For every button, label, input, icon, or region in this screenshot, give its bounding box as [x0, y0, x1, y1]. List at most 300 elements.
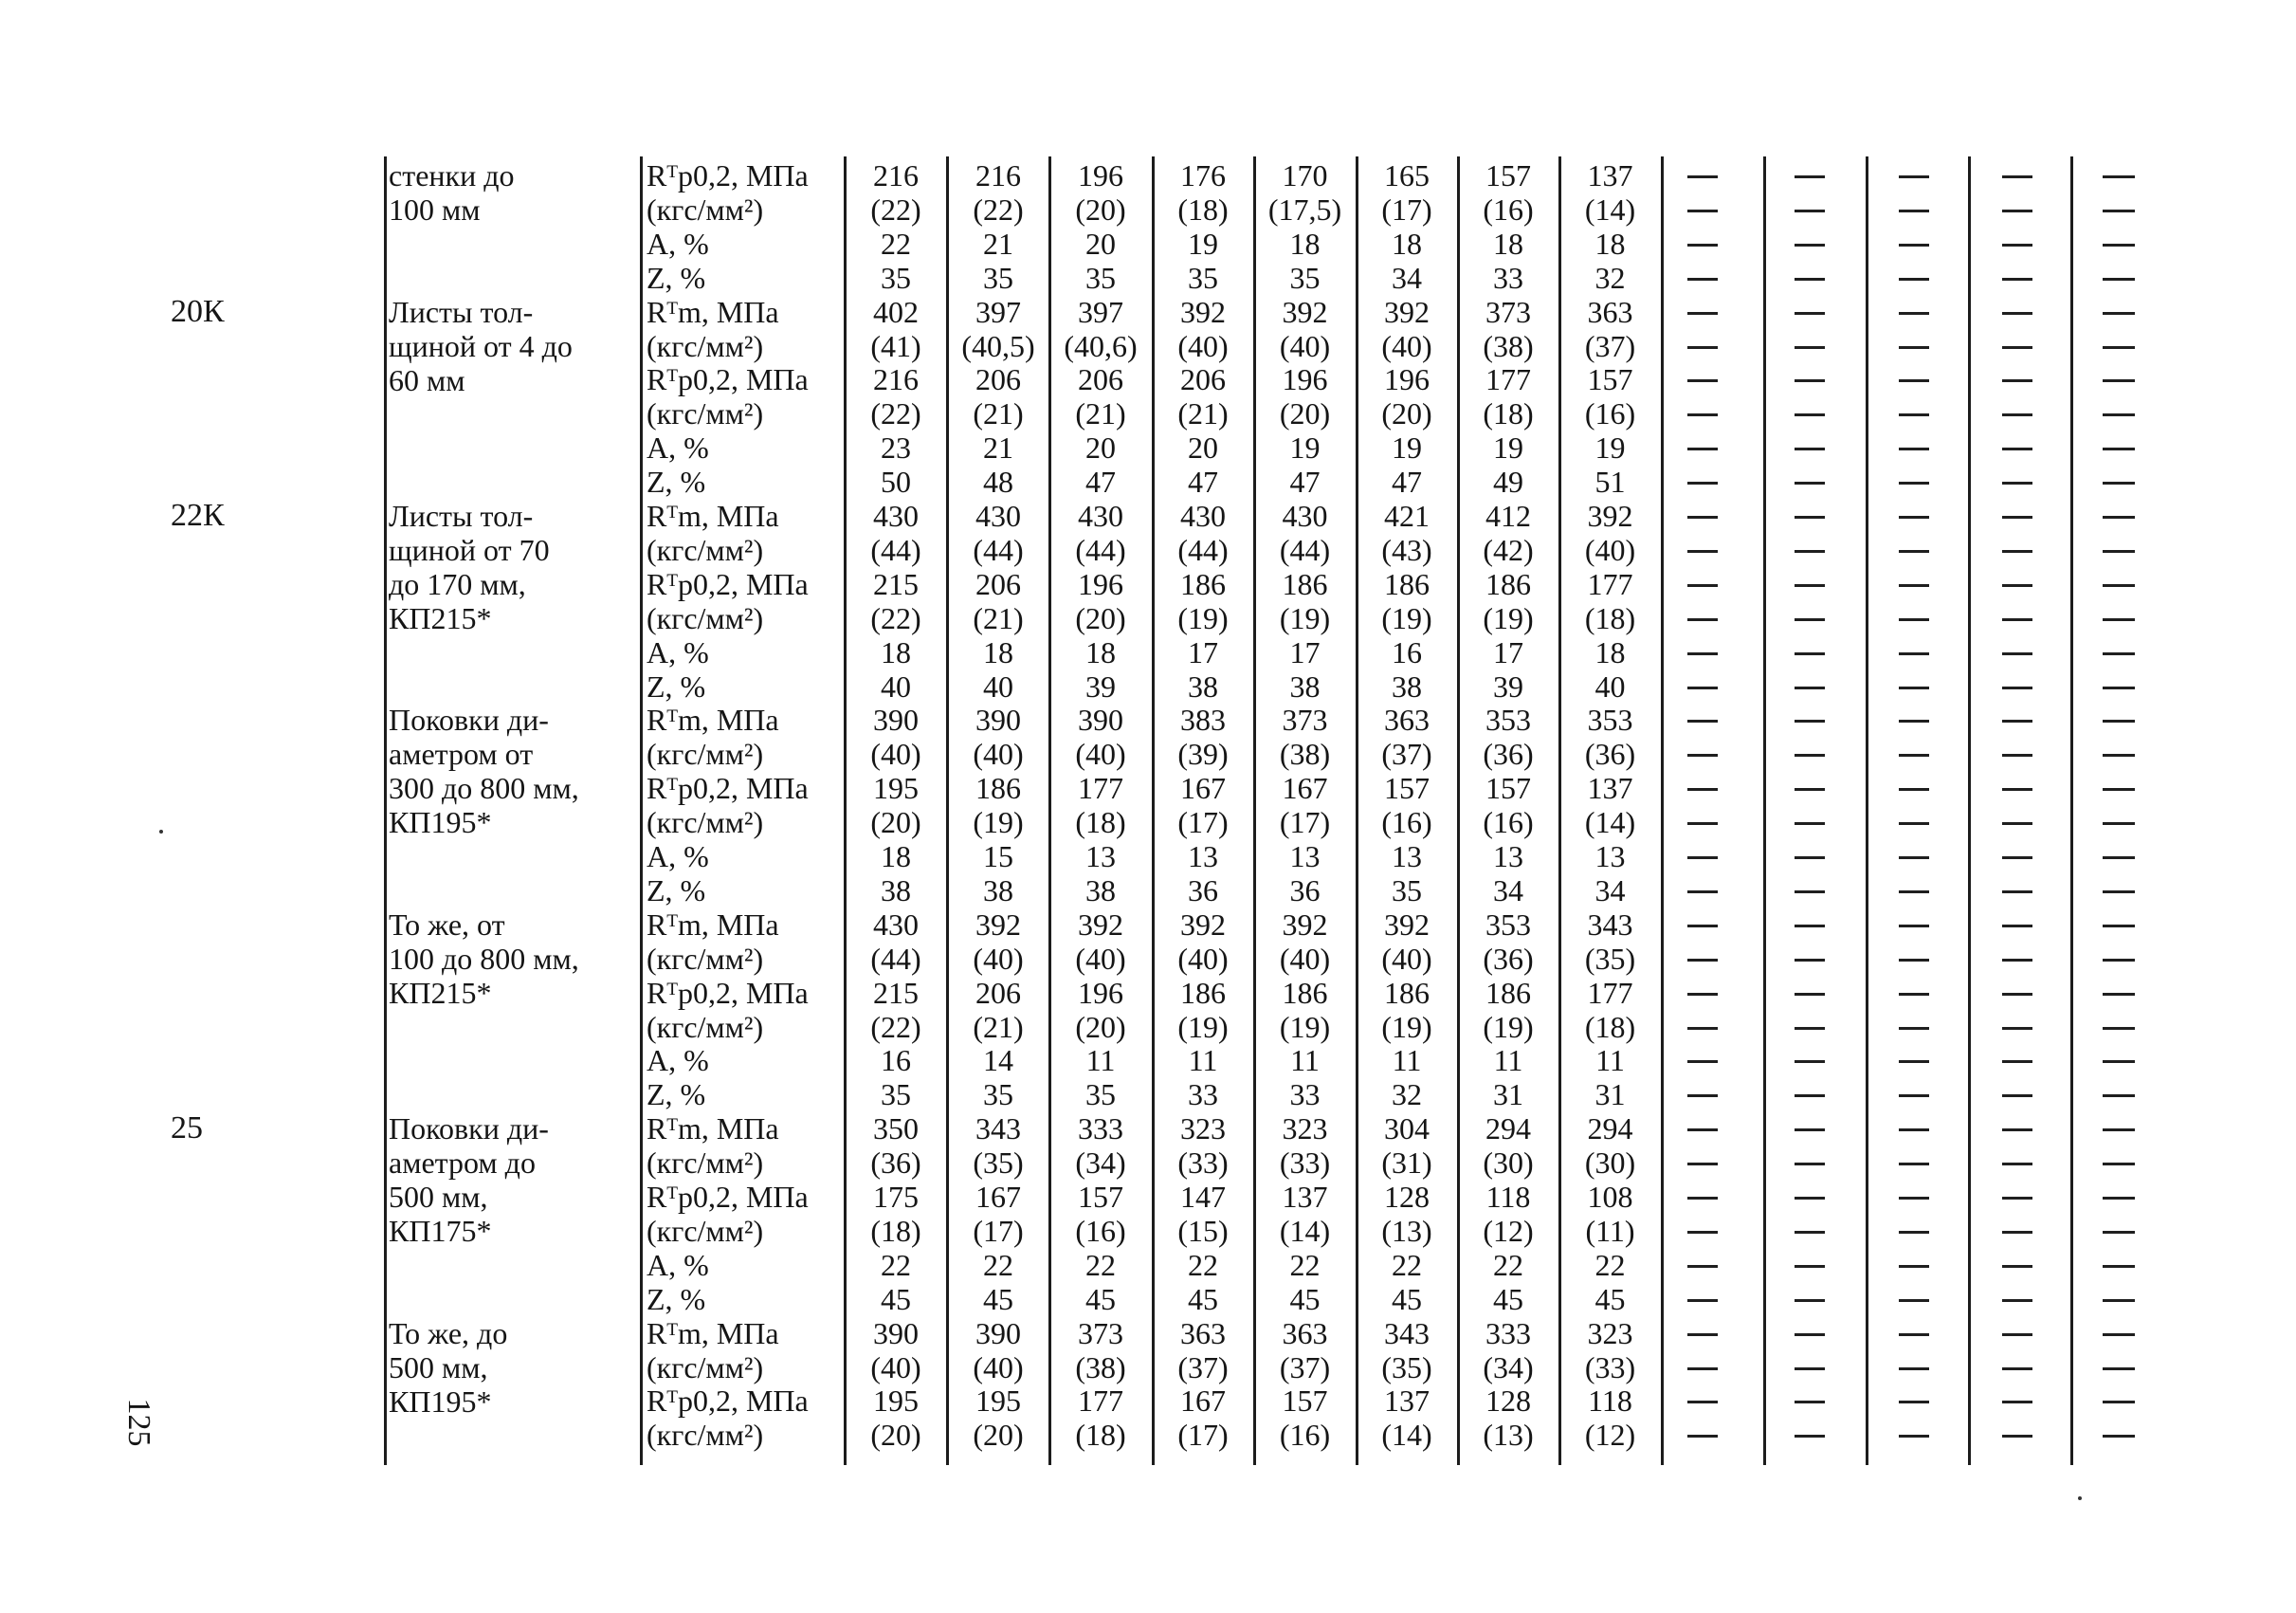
value-cell: (18): [1075, 1418, 1126, 1453]
value-cell: 31: [1594, 1077, 1626, 1112]
value-cell: (13): [1381, 1213, 1432, 1248]
value-cell: 216: [873, 158, 919, 192]
dash-cell: [1687, 1401, 1718, 1403]
property-label: Rᵀp0,2, МПа: [647, 362, 809, 397]
dash-cell: [1899, 244, 1929, 247]
value-cell: 16: [1392, 634, 1422, 669]
value-cell: (21): [1075, 396, 1126, 431]
value-cell: (31): [1381, 1146, 1432, 1181]
property-label: Z, %: [647, 260, 706, 295]
value-cell: 216: [975, 158, 1021, 192]
property-label: Z, %: [647, 1077, 706, 1112]
value-cell: (33): [1177, 1146, 1229, 1181]
dash-cell: [1899, 1197, 1929, 1200]
value-cell: (44): [1177, 532, 1229, 567]
value-cell: 17: [1289, 634, 1321, 669]
value-cell: (40): [1584, 532, 1636, 567]
table-row: [0, 873, 2296, 907]
value-cell: 206: [975, 975, 1021, 1010]
value-cell: (16): [1483, 805, 1534, 840]
dash-cell: [2002, 482, 2032, 485]
value-cell: 196: [1282, 362, 1328, 397]
value-cell: 40: [881, 669, 911, 704]
value-cell: 215: [873, 975, 919, 1010]
dash-cell: [1899, 550, 1929, 553]
dash-cell: [1899, 312, 1929, 315]
value-cell: 430: [873, 499, 919, 533]
table-row: [0, 1111, 2296, 1146]
value-cell: 186: [1485, 566, 1531, 601]
dash-cell: [1899, 1435, 1929, 1438]
dash-cell: [1899, 413, 1929, 416]
value-cell: 363: [1180, 1315, 1226, 1350]
dash-cell: [1795, 413, 1825, 416]
dash-cell: [1687, 244, 1718, 247]
dash-cell: [1795, 550, 1825, 553]
value-cell: 323: [1282, 1111, 1328, 1146]
dash-cell: [2002, 1401, 2032, 1403]
value-cell: (40): [1177, 941, 1229, 976]
value-cell: (16): [1279, 1418, 1331, 1453]
dash-cell: [2103, 1128, 2135, 1131]
dash-cell: [2103, 244, 2135, 247]
value-cell: 51: [1594, 465, 1626, 500]
property-label: Rᵀp0,2, МПа: [647, 771, 809, 806]
dash-cell: [1795, 856, 1825, 859]
dash-cell: [2103, 1060, 2135, 1063]
value-cell: 137: [1587, 771, 1633, 806]
dash-cell: [1795, 1060, 1825, 1063]
value-cell: 397: [975, 294, 1021, 329]
value-cell: 45: [881, 1281, 911, 1316]
property-label: Rᵀm, МПа: [647, 703, 779, 738]
property-label: (кгс/мм²): [647, 1146, 764, 1181]
dash-cell: [2002, 1333, 2032, 1336]
dash-cell: [2002, 1163, 2032, 1165]
value-cell: 128: [1384, 1180, 1430, 1214]
dash-cell: [2002, 244, 2032, 247]
value-cell: (12): [1584, 1418, 1636, 1453]
value-cell: 38: [1392, 669, 1422, 704]
value-cell: (20): [1075, 1009, 1126, 1044]
value-cell: 18: [881, 634, 911, 669]
value-cell: (40): [1279, 328, 1331, 363]
value-cell: (43): [1381, 532, 1432, 567]
value-cell: 34: [1594, 872, 1626, 907]
dash-cell: [2103, 550, 2135, 553]
value-cell: (34): [1075, 1146, 1126, 1181]
dash-cell: [1795, 379, 1825, 382]
value-cell: (35): [1584, 941, 1636, 976]
dash-cell: [2002, 720, 2032, 723]
value-cell: (40,5): [961, 328, 1035, 363]
dash-cell: [1795, 822, 1825, 825]
dash-cell: [1795, 1197, 1825, 1200]
value-cell: (11): [1585, 1213, 1635, 1248]
value-cell: (17): [1177, 1418, 1229, 1453]
table-row: [0, 601, 2296, 635]
value-cell: 22: [881, 226, 911, 261]
dash-cell: [2103, 210, 2135, 212]
product-description: Листы тол- щиной от 4 до 60 мм: [389, 294, 573, 397]
dash-cell: [1795, 1128, 1825, 1131]
page-number: 125: [121, 1398, 156, 1447]
dash-cell: [2103, 482, 2135, 485]
value-cell: 430: [1282, 499, 1328, 533]
dash-cell: [2002, 175, 2032, 178]
value-cell: 397: [1078, 294, 1123, 329]
dash-cell: [2002, 1367, 2032, 1370]
dash-cell: [1687, 1333, 1718, 1336]
property-label: (кгс/мм²): [647, 1349, 764, 1384]
dash-cell: [1687, 720, 1718, 723]
value-cell: (17): [1177, 805, 1229, 840]
dash-cell: [2002, 925, 2032, 927]
product-description: То же, от 100 до 800 мм, КП215*: [389, 907, 579, 1010]
value-cell: 137: [1587, 158, 1633, 192]
value-cell: 45: [1085, 1281, 1116, 1316]
value-cell: 35: [1188, 260, 1218, 295]
dash-cell: [2103, 1231, 2135, 1234]
property-label: Rᵀm, МПа: [647, 907, 779, 942]
table-row: [0, 567, 2296, 601]
value-cell: 167: [1180, 771, 1226, 806]
property-label: Rᵀm, МПа: [647, 1111, 779, 1146]
value-cell: (20): [1075, 192, 1126, 227]
value-cell: 167: [1282, 771, 1328, 806]
dash-cell: [2103, 687, 2135, 689]
value-cell: 19: [1289, 431, 1321, 466]
value-cell: 195: [975, 1384, 1021, 1419]
value-cell: 430: [1180, 499, 1226, 533]
value-cell: 157: [1587, 362, 1633, 397]
value-cell: 40: [1594, 669, 1626, 704]
property-label: (кгс/мм²): [647, 192, 764, 227]
dash-cell: [1687, 346, 1718, 349]
value-cell: 353: [1587, 703, 1633, 738]
table-row: [0, 1043, 2296, 1077]
value-cell: 412: [1485, 499, 1531, 533]
value-cell: (19): [1381, 1009, 1432, 1044]
value-cell: 323: [1180, 1111, 1226, 1146]
property-label: Z, %: [647, 669, 706, 704]
value-cell: (21): [973, 1009, 1024, 1044]
property-label: A, %: [647, 839, 709, 873]
dash-cell: [1687, 1231, 1718, 1234]
dash-cell: [1687, 584, 1718, 587]
property-label: (кгс/мм²): [647, 941, 764, 976]
value-cell: (35): [973, 1146, 1024, 1181]
value-cell: 177: [1587, 566, 1633, 601]
value-cell: 170: [1282, 158, 1328, 192]
table-row: [0, 737, 2296, 771]
value-cell: 16: [881, 1043, 911, 1078]
value-cell: 186: [1282, 975, 1328, 1010]
property-label: (кгс/мм²): [647, 1213, 764, 1248]
dash-cell: [1687, 482, 1718, 485]
value-cell: 18: [1392, 226, 1422, 261]
dash-cell: [1687, 925, 1718, 927]
dash-cell: [1687, 1367, 1718, 1370]
dash-cell: [1899, 687, 1929, 689]
dash-cell: [1687, 1265, 1718, 1268]
value-cell: 21: [983, 226, 1013, 261]
value-cell: 392: [1180, 907, 1226, 942]
value-cell: 22: [1289, 1247, 1321, 1282]
dash-cell: [2002, 788, 2032, 791]
dash-cell: [1899, 652, 1929, 655]
value-cell: 363: [1384, 703, 1430, 738]
value-cell: 21: [983, 431, 1013, 466]
value-cell: (33): [1279, 1146, 1331, 1181]
dash-cell: [2103, 312, 2135, 315]
value-cell: 108: [1587, 1180, 1633, 1214]
value-cell: (17,5): [1267, 192, 1342, 227]
dash-cell: [1899, 856, 1929, 859]
dash-cell: [1795, 1401, 1825, 1403]
dash-cell: [1795, 959, 1825, 962]
value-cell: 206: [1078, 362, 1123, 397]
dash-cell: [2002, 1299, 2032, 1302]
dash-cell: [1687, 1128, 1718, 1131]
value-cell: 22: [1188, 1247, 1218, 1282]
value-cell: 19: [1188, 226, 1218, 261]
table-row: [0, 227, 2296, 261]
table-row: [0, 362, 2296, 396]
value-cell: 196: [1384, 362, 1430, 397]
value-cell: (40): [973, 1349, 1024, 1384]
value-cell: (19): [1279, 1009, 1331, 1044]
value-cell: 177: [1078, 771, 1123, 806]
dash-cell: [1687, 1094, 1718, 1097]
dash-cell: [1795, 1265, 1825, 1268]
dash-cell: [1899, 1401, 1929, 1403]
value-cell: 353: [1485, 907, 1531, 942]
value-cell: (20): [870, 805, 921, 840]
value-cell: 343: [975, 1111, 1021, 1146]
value-cell: 36: [1289, 872, 1321, 907]
dash-cell: [1795, 754, 1825, 757]
value-cell: 206: [975, 362, 1021, 397]
value-cell: 167: [975, 1180, 1021, 1214]
table-row: [0, 1282, 2296, 1316]
value-cell: 47: [1289, 465, 1321, 500]
property-label: (кгс/мм²): [647, 532, 764, 567]
value-cell: (19): [1279, 600, 1331, 635]
property-label: Rᵀm, МПа: [647, 294, 779, 329]
dash-cell: [1899, 584, 1929, 587]
dash-cell: [1795, 175, 1825, 178]
value-cell: (44): [870, 941, 921, 976]
property-label: Z, %: [647, 465, 706, 500]
value-cell: 128: [1485, 1384, 1531, 1419]
value-cell: (36): [1483, 737, 1534, 772]
value-cell: (20): [1075, 600, 1126, 635]
dash-cell: [1795, 516, 1825, 519]
value-cell: 206: [1180, 362, 1226, 397]
dash-cell: [2103, 175, 2135, 178]
value-cell: 363: [1282, 1315, 1328, 1350]
value-cell: 45: [1392, 1281, 1422, 1316]
value-cell: 13: [1188, 839, 1218, 873]
table-row: [0, 1350, 2296, 1384]
value-cell: 390: [873, 703, 919, 738]
value-cell: (40): [973, 941, 1024, 976]
value-cell: (19): [1483, 1009, 1534, 1044]
value-cell: 18: [1493, 226, 1523, 261]
dash-cell: [2103, 652, 2135, 655]
dash-cell: [2103, 448, 2135, 450]
dash-cell: [2002, 1231, 2032, 1234]
property-label: (кгс/мм²): [647, 805, 764, 840]
value-cell: 38: [983, 872, 1013, 907]
property-label: (кгс/мм²): [647, 328, 764, 363]
value-cell: 373: [1282, 703, 1328, 738]
table-row: [0, 669, 2296, 704]
dash-cell: [1899, 959, 1929, 962]
dash-cell: [2103, 584, 2135, 587]
value-cell: (40): [1381, 328, 1432, 363]
dash-cell: [1795, 618, 1825, 621]
dash-cell: [1795, 687, 1825, 689]
dash-cell: [1687, 1435, 1718, 1438]
value-cell: 176: [1180, 158, 1226, 192]
dash-cell: [2103, 516, 2135, 519]
value-cell: (40): [973, 737, 1024, 772]
property-label: Rᵀp0,2, МПа: [647, 1180, 809, 1214]
value-cell: 13: [1594, 839, 1626, 873]
value-cell: 11: [1595, 1043, 1625, 1078]
dash-cell: [2002, 312, 2032, 315]
value-cell: 390: [975, 1315, 1021, 1350]
value-cell: 186: [975, 771, 1021, 806]
dash-cell: [1687, 687, 1718, 689]
dash-cell: [2002, 822, 2032, 825]
dash-cell: [1687, 788, 1718, 791]
value-cell: (20): [870, 1418, 921, 1453]
table-row: [0, 942, 2296, 976]
dash-cell: [2103, 959, 2135, 962]
value-cell: 13: [1085, 839, 1116, 873]
dash-cell: [1795, 1333, 1825, 1336]
value-cell: 17: [1493, 634, 1523, 669]
dash-cell: [1899, 1231, 1929, 1234]
value-cell: 343: [1384, 1315, 1430, 1350]
value-cell: 18: [1594, 634, 1626, 669]
dash-cell: [1795, 346, 1825, 349]
value-cell: 333: [1485, 1315, 1531, 1350]
dash-cell: [2002, 856, 2032, 859]
value-cell: 35: [1392, 872, 1422, 907]
dash-cell: [2103, 1333, 2135, 1336]
dash-cell: [1899, 1060, 1929, 1063]
value-cell: 118: [1485, 1180, 1531, 1214]
dash-cell: [2103, 1401, 2135, 1403]
value-cell: (33): [1584, 1349, 1636, 1384]
table-row: [0, 703, 2296, 737]
value-cell: 35: [983, 260, 1013, 295]
value-cell: 38: [1289, 669, 1321, 704]
value-cell: 373: [1078, 1315, 1123, 1350]
table-row: [0, 839, 2296, 873]
value-cell: 206: [975, 566, 1021, 601]
table-row: [0, 1214, 2296, 1248]
property-label: Rᵀm, МПа: [647, 1315, 779, 1350]
value-cell: 32: [1392, 1077, 1422, 1112]
value-cell: 177: [1587, 975, 1633, 1010]
value-cell: 13: [1493, 839, 1523, 873]
value-cell: (30): [1584, 1146, 1636, 1181]
dash-cell: [1687, 959, 1718, 962]
table-row: [0, 499, 2296, 533]
value-cell: 353: [1485, 703, 1531, 738]
value-cell: 11: [1085, 1043, 1116, 1078]
dash-cell: [2002, 516, 2032, 519]
value-cell: 35: [881, 260, 911, 295]
property-label: (кгс/мм²): [647, 737, 764, 772]
dash-cell: [2002, 687, 2032, 689]
table-row: [0, 1010, 2296, 1044]
dash-cell: [1687, 379, 1718, 382]
value-cell: (21): [1177, 396, 1229, 431]
property-label: (кгс/мм²): [647, 1009, 764, 1044]
dash-cell: [1687, 856, 1718, 859]
value-cell: (37): [1279, 1349, 1331, 1384]
value-cell: 430: [873, 907, 919, 942]
dash-cell: [1795, 720, 1825, 723]
dash-cell: [2002, 210, 2032, 212]
dash-cell: [1795, 788, 1825, 791]
value-cell: 45: [1594, 1281, 1626, 1316]
dash-cell: [2103, 413, 2135, 416]
value-cell: (21): [973, 396, 1024, 431]
dash-cell: [1687, 618, 1718, 621]
value-cell: (38): [1483, 328, 1534, 363]
dash-cell: [2002, 1128, 2032, 1131]
value-cell: (36): [1483, 941, 1534, 976]
property-label: Rᵀp0,2, МПа: [647, 158, 809, 192]
value-cell: (18): [1177, 192, 1229, 227]
dash-cell: [2002, 584, 2032, 587]
value-cell: (41): [870, 328, 921, 363]
value-cell: 18: [881, 839, 911, 873]
value-cell: 147: [1180, 1180, 1226, 1214]
value-cell: (36): [870, 1146, 921, 1181]
value-cell: (18): [1584, 600, 1636, 635]
table-row: [0, 976, 2296, 1010]
value-cell: (19): [973, 805, 1024, 840]
value-cell: (40): [870, 1349, 921, 1384]
dash-cell: [1899, 278, 1929, 281]
table-row: [0, 158, 2296, 192]
dash-cell: [1687, 550, 1718, 553]
dash-cell: [1795, 312, 1825, 315]
value-cell: (20): [973, 1418, 1024, 1453]
value-cell: 294: [1485, 1111, 1531, 1146]
value-cell: 14: [983, 1043, 1013, 1078]
value-cell: 294: [1587, 1111, 1633, 1146]
value-cell: 373: [1485, 294, 1531, 329]
table-row: [0, 635, 2296, 669]
value-cell: (22): [870, 600, 921, 635]
table-row: [0, 465, 2296, 499]
property-label: Rᵀp0,2, МПа: [647, 1384, 809, 1419]
dash-cell: [2103, 346, 2135, 349]
dash-cell: [1687, 1060, 1718, 1063]
dash-cell: [2002, 1265, 2032, 1268]
value-cell: 23: [881, 431, 911, 466]
property-label: Z, %: [647, 872, 706, 907]
